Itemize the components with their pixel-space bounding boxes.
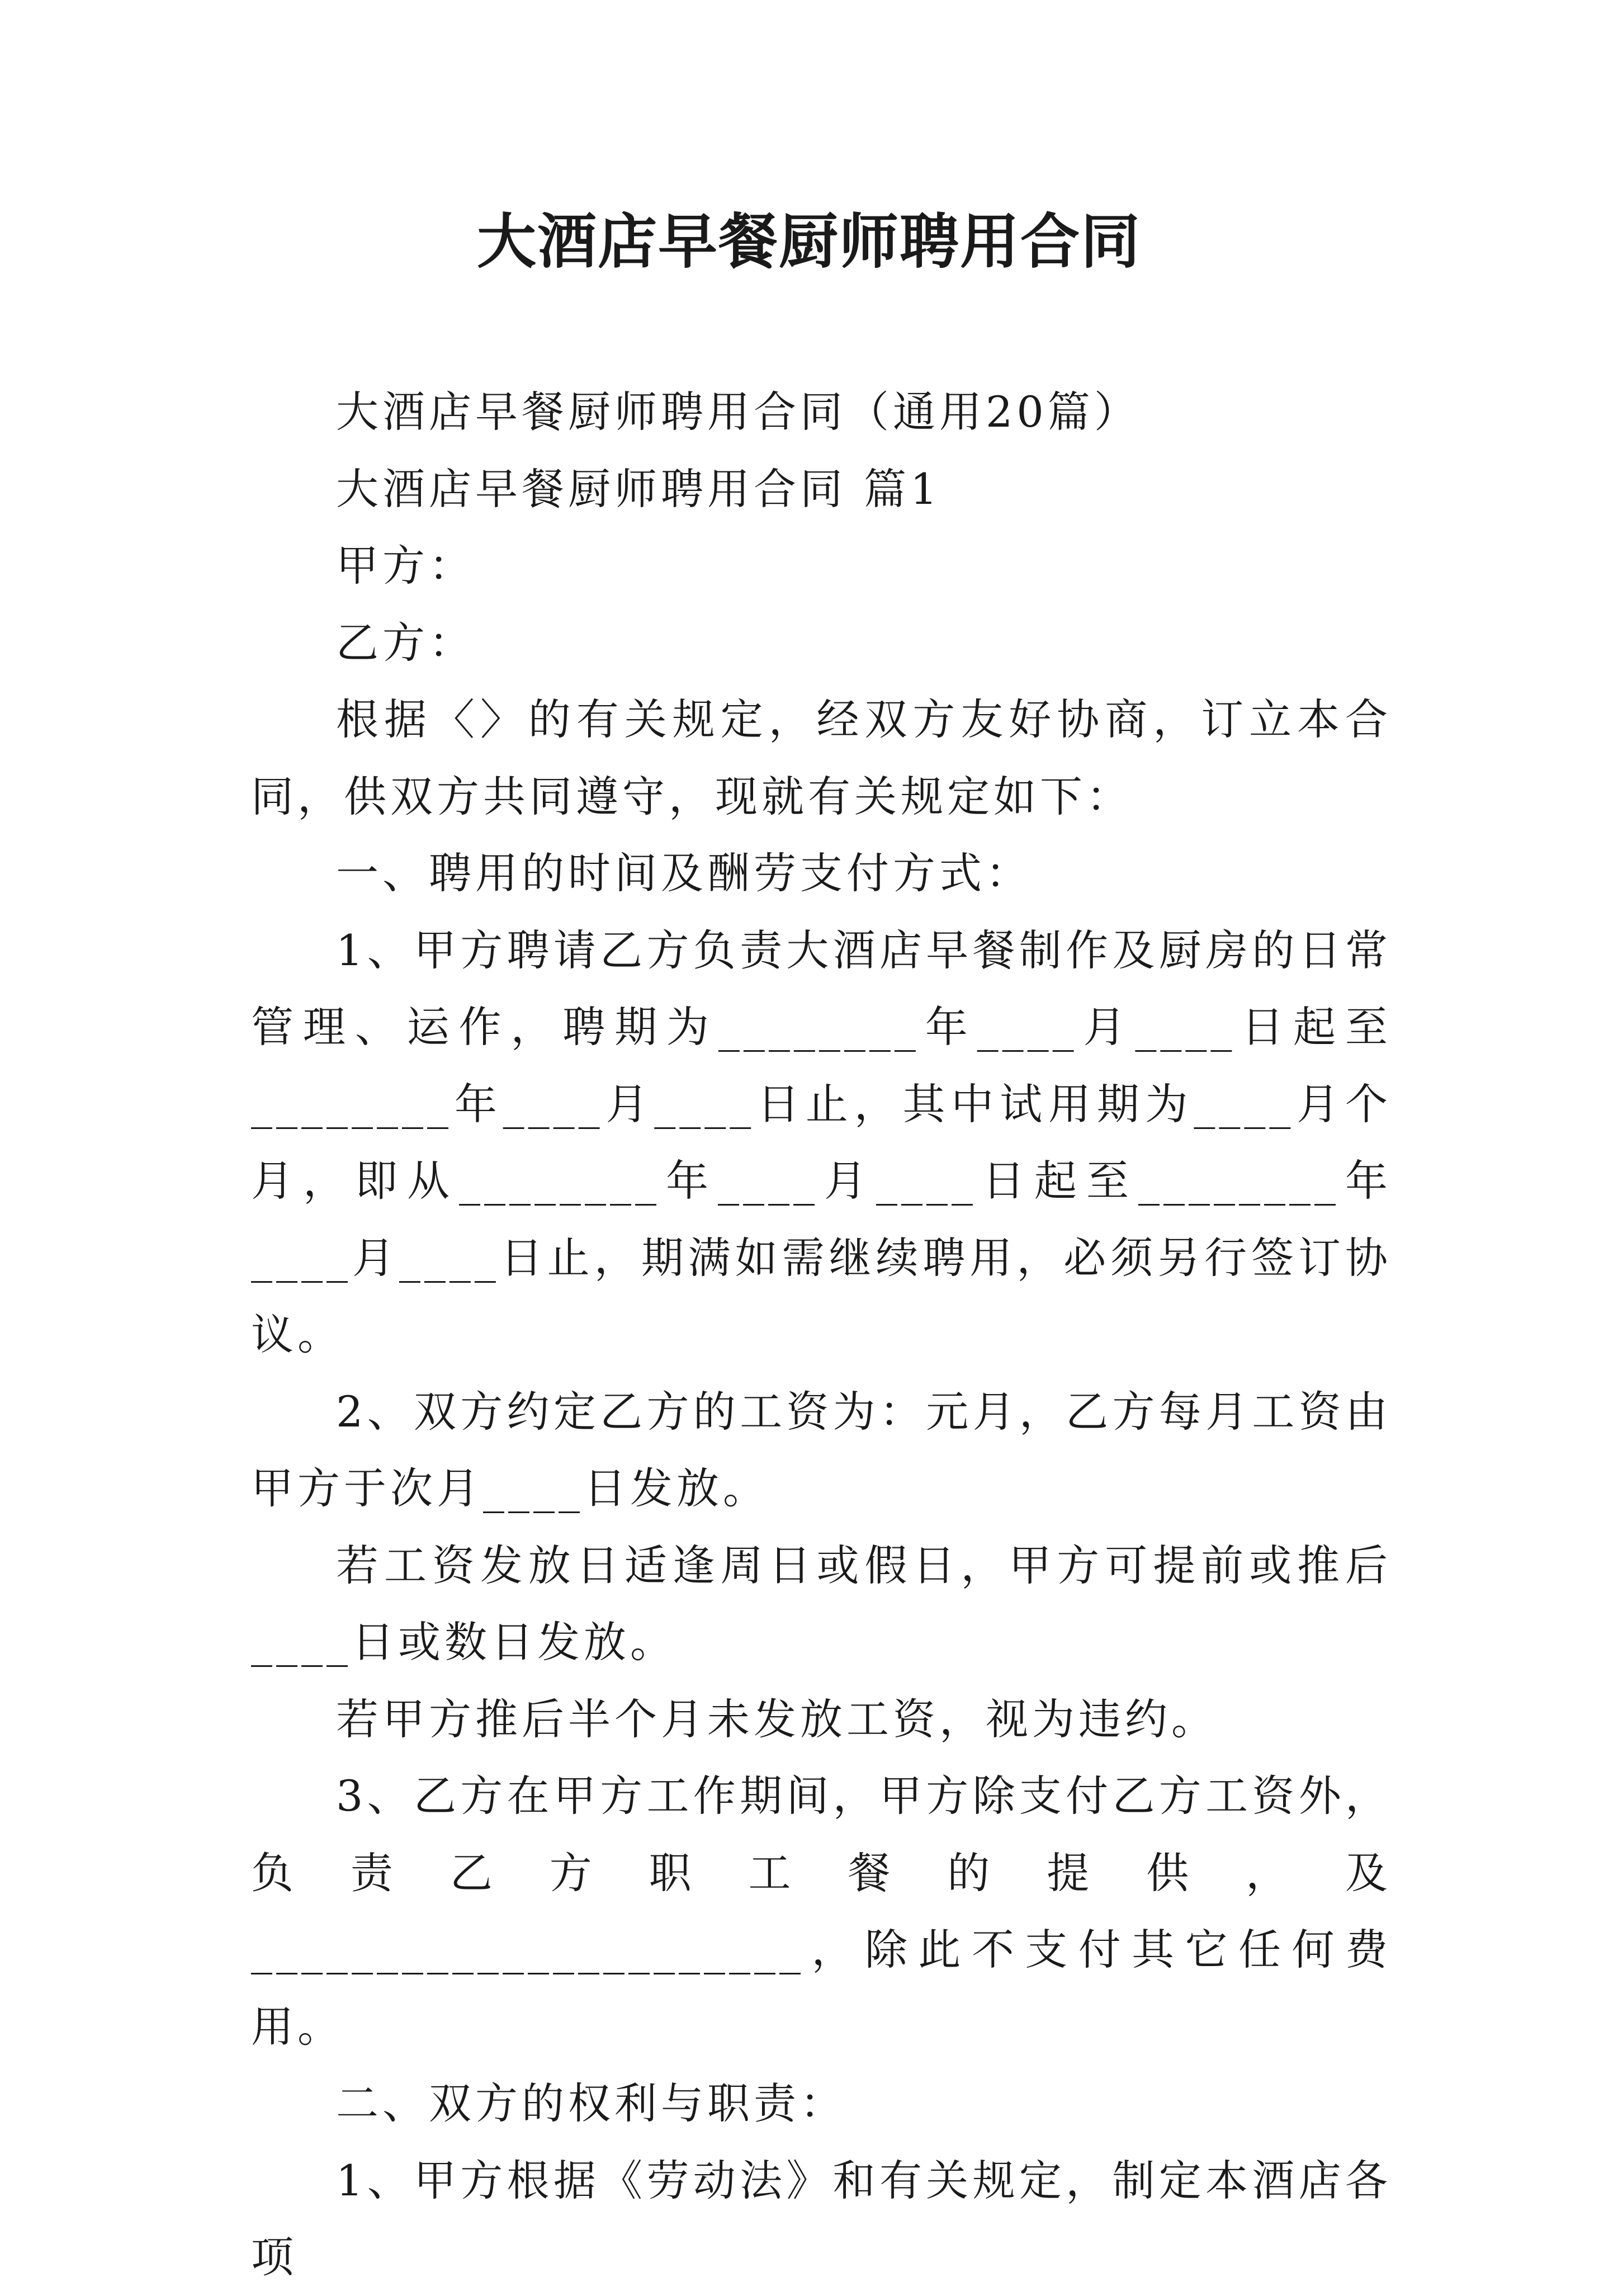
paragraph-clause-1-3: 3、乙方在甲方工作期间，甲方除支付乙方工资外，负责乙方职工餐的提供，及______________________，除此不支付其它任何费用。 bbox=[251, 1771, 1392, 2052]
paragraph-heading-1: 一、聘用的时间及酬劳支付方式： bbox=[336, 848, 1032, 898]
paragraph-subtitle: 大酒店早餐厨师聘用合同（通用20篇） bbox=[336, 387, 1141, 437]
paragraph-section-heading: 大酒店早餐厨师聘用合同 篇1 bbox=[336, 464, 942, 514]
paragraph-preamble: 根据〈〉的有关规定，经双方友好协商，订立本合同，供双方共同遵守，现就有关规定如下： bbox=[251, 695, 1392, 821]
document-title: 大酒店早餐厨师聘用合同 bbox=[477, 206, 1141, 276]
paragraph-clause-1-2: 2、双方约定乙方的工资为：元月，乙方每月工资由甲方于次月____日发放。 bbox=[251, 1386, 1392, 1513]
paragraph-clause-1-1: 1、甲方聘请乙方负责大酒店早餐制作及厨房的日常管理、运作，聘期为________年____月____日起至________年____月____日止，其中试用期为____月个月，即从________年____月____日起至________年____月____日止，期满如需继续聘用，必须另行签订协议。 bbox=[251, 925, 1392, 1359]
paragraph-party-b: 乙方： bbox=[336, 617, 475, 668]
document-body bbox=[251, 374, 1392, 2296]
paragraph-clause-1-2-holiday: 若工资发放日适逢周日或假日，甲方可提前或推后____日或数日发放。 bbox=[251, 1540, 1392, 1667]
paragraph-party-a: 甲方： bbox=[336, 541, 475, 590]
paragraph-heading-2: 二、双方的权利与职责： bbox=[336, 2078, 846, 2128]
paragraph-clause-1-2-breach: 若甲方推后半个月未发放工资，视为违约。 bbox=[336, 1694, 1218, 1744]
paragraph-clause-2-1: 1、甲方根据《劳动法》和有关规定，制定本酒店各项 bbox=[251, 2155, 1392, 2282]
